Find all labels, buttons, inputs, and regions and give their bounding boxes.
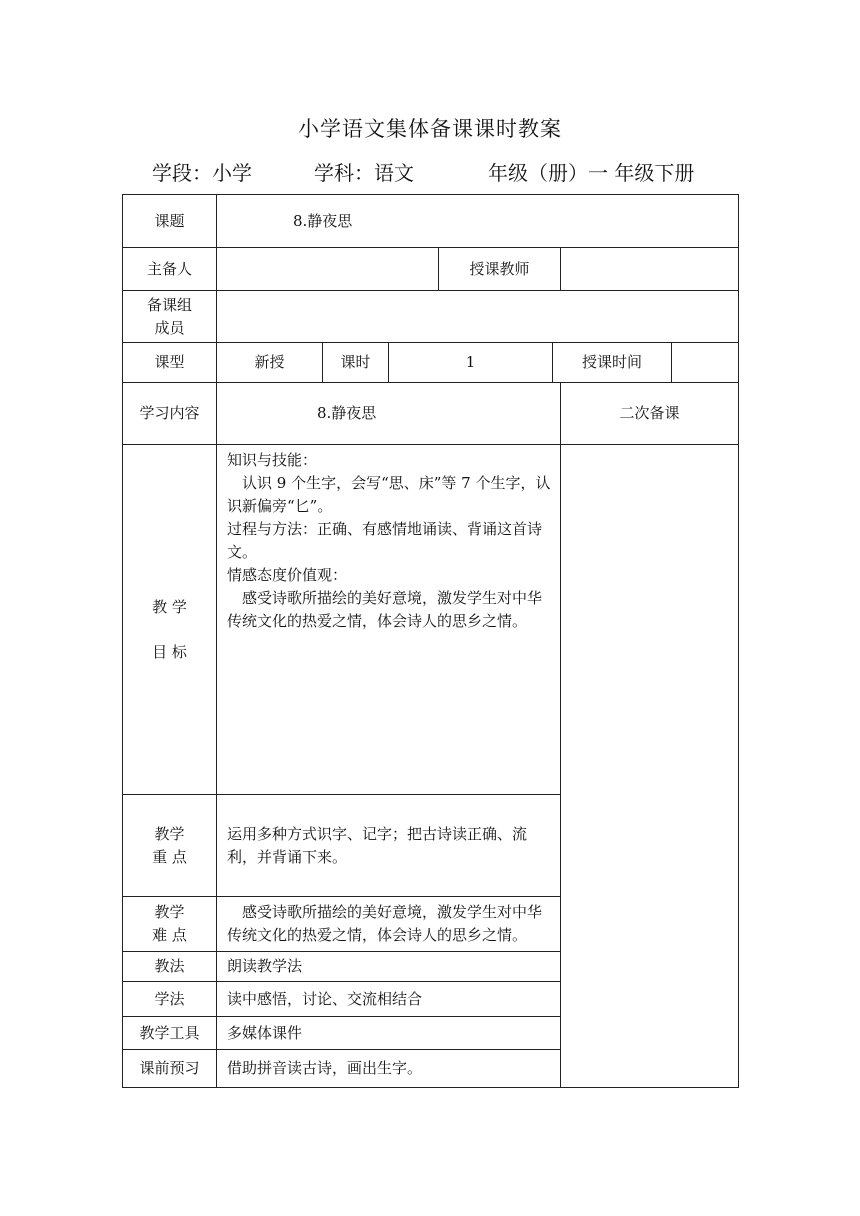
method-value: 朗读教学法 (217, 952, 561, 982)
type-value: 新授 (217, 343, 323, 383)
key-label-line-2: 重 点 (152, 847, 187, 866)
lesson-label: 课题 (123, 195, 217, 248)
key-label (123, 795, 217, 897)
goals-label (123, 445, 217, 795)
preparer-label: 主备人 (123, 248, 217, 291)
period-label: 课时 (323, 343, 389, 383)
document-title: 小学语文集体备课课时教案 (298, 117, 562, 141)
difficulty-value: 感受诗歌所描绘的美好意境，激发学生对中华传统文化的热爱之情，体会诗人的思乡之情。 (217, 897, 561, 952)
row-content (123, 383, 739, 445)
teacher-value (561, 248, 739, 291)
learning-value: 读中感悟，讨论、交流相结合 (217, 982, 561, 1017)
method-label: 教法 (123, 952, 217, 982)
members-label: 备课组成员 (123, 291, 217, 343)
knowledge-text: 认识 9 个生字，会写“思、床”等 7 个生字，认识新偏旁“匕”。 (227, 474, 551, 515)
row-goals (123, 445, 739, 795)
type-label: 课型 (123, 343, 217, 383)
row-lesson (123, 195, 739, 248)
content-label: 学习内容 (123, 383, 217, 445)
key-value: 运用多种方式识字、记字；把古诗读正确、流利，并背诵下来。 (217, 795, 561, 897)
period-value: 1 (389, 343, 553, 383)
time-label: 授课时间 (553, 343, 672, 383)
difficulty-label-line-2: 难 点 (152, 926, 187, 944)
learning-label: 学法 (123, 982, 217, 1017)
attitude-heading: 情感态度价值观： (227, 566, 348, 584)
subject: 学科：语文 (314, 161, 414, 185)
process-text: 过程与方法：正确、有感情地诵读、背诵这首诗文。 (227, 520, 543, 561)
preview-value: 借助拼音读古诗，画出生字。 (217, 1050, 561, 1088)
members-value (217, 291, 739, 343)
row-type (123, 343, 739, 383)
tools-label: 教学工具 (123, 1017, 217, 1050)
teacher-label: 授课教师 (439, 248, 561, 291)
key-label-line-1: 教学 (154, 824, 185, 843)
attitude-text: 感受诗歌所描绘的美好意境，激发学生对中华传统文化的热爱之情，体会诗人的思乡之情。 (227, 589, 543, 630)
difficulty-label-line-1: 教学 (154, 903, 185, 921)
preparer-value (217, 248, 439, 291)
tools-value: 多媒体课件 (217, 1017, 561, 1050)
time-value (672, 343, 739, 383)
lesson-plan-table (122, 194, 739, 1088)
lesson-value: 8.静夜思 (217, 195, 739, 248)
school-stage: 学段：小学 (152, 161, 252, 185)
content-value: 8.静夜思 (217, 383, 561, 445)
second-prep-area (561, 445, 739, 1088)
second-prep-label: 二次备课 (561, 383, 739, 445)
row-preparer (123, 248, 739, 291)
goals-label-line-2: 目 标 (152, 642, 187, 661)
row-members (123, 291, 739, 343)
goals-label-line-1: 教 学 (152, 597, 187, 616)
goals-content (217, 445, 561, 795)
knowledge-heading: 知识与技能： (227, 451, 318, 469)
difficulty-label (123, 897, 217, 952)
preview-label: 课前预习 (123, 1050, 217, 1088)
grade: 年级（册）一 年级下册 (488, 161, 695, 185)
